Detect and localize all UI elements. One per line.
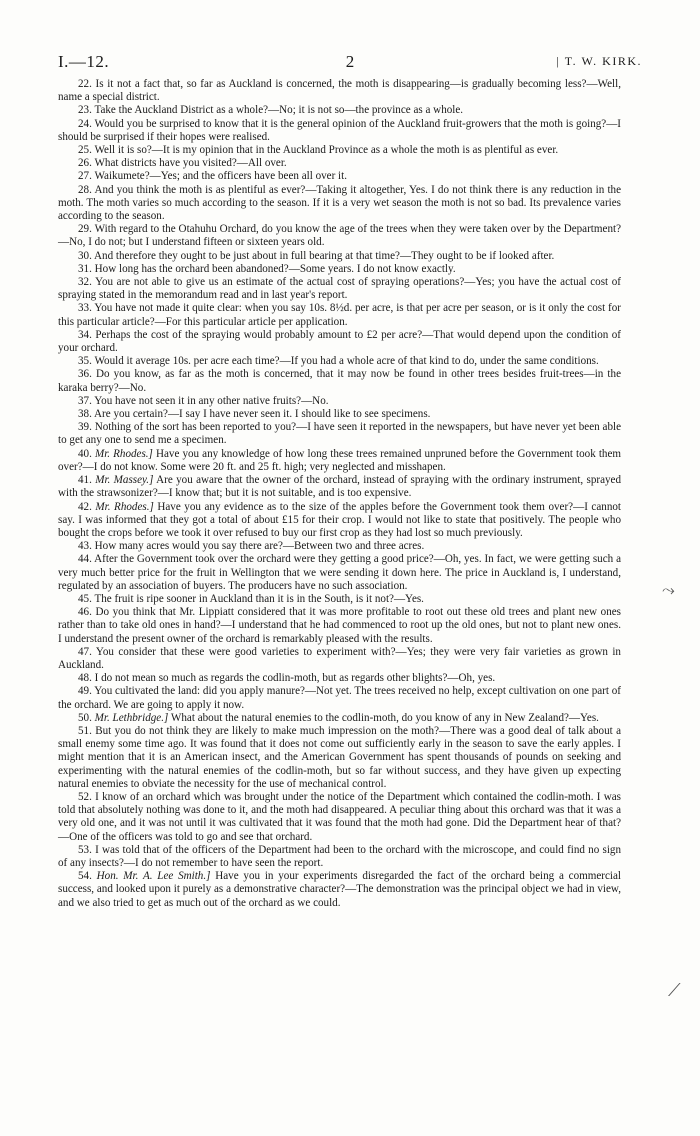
question-answer-text: You are not able to give us an estimate of the actual cost of spraying operations?—Yes; you have the actual cost of spraying stated in the memorandum read and in last year's report. bbox=[58, 276, 621, 302]
evidence-paragraph bbox=[58, 606, 621, 646]
evidence-paragraph bbox=[58, 170, 621, 183]
question-answer-text: What districts have you visited?—All over. bbox=[94, 157, 287, 170]
evidence-paragraph bbox=[58, 250, 621, 263]
question-number: 29. bbox=[78, 223, 92, 236]
question-number: 35. bbox=[78, 355, 92, 368]
question-number: 41. bbox=[78, 474, 92, 487]
question-answer-text: The fruit is ripe sooner in Auckland than it is in the South, is it not?—Yes. bbox=[94, 592, 424, 605]
page-header bbox=[58, 52, 642, 72]
question-answer-text: Would you be surprised to know that it is the general opinion of the Auckland fruit-growers that the moth is going?—I should be surprised if their hopes were realised. bbox=[58, 117, 622, 143]
question-number: 54. bbox=[78, 870, 92, 883]
evidence-paragraph bbox=[58, 646, 621, 672]
evidence-paragraph bbox=[58, 593, 621, 606]
question-number: 48. bbox=[78, 672, 92, 685]
question-number: 32. bbox=[78, 276, 92, 289]
evidence-paragraph bbox=[58, 263, 621, 276]
speaker-label: Mr. Massey.] bbox=[95, 474, 154, 487]
question-answer-text: I was told that of the officers of the Department had been to the orchard with the microscope, and could find no sign of any insects?—I do not remember to have seen the report. bbox=[58, 843, 621, 869]
evidence-paragraph bbox=[58, 474, 621, 500]
question-answer-text: Nothing of the sort has been reported to you?—I have seen it reported in the newspapers, but have never yet been able to get any one to send me a specimen. bbox=[58, 421, 621, 447]
series-reference: I.—12. bbox=[58, 52, 110, 71]
margin-annotation-mark: ⤳ bbox=[662, 580, 675, 599]
evidence-paragraph bbox=[58, 368, 621, 394]
question-answer-text: You consider that these were good varieties to experiment with?—Yes; they were very fair varieties as grown in Auckland. bbox=[58, 645, 621, 671]
evidence-paragraph bbox=[58, 223, 621, 249]
question-number: 25. bbox=[78, 144, 92, 157]
evidence-paragraph bbox=[58, 844, 621, 870]
question-number: 28. bbox=[78, 183, 92, 196]
question-number: 43. bbox=[78, 540, 92, 553]
question-number: 34. bbox=[78, 328, 92, 341]
speaker-label: Hon. Mr. A. Lee Smith.] bbox=[96, 870, 211, 883]
evidence-paragraph bbox=[58, 276, 621, 302]
question-number: 33. bbox=[78, 302, 92, 315]
question-answer-text: You have not made it quite clear: when you say 10s. 8½d. per acre, is that per acre per season, or is it only the cost for this particular article?—For this particular article per application. bbox=[58, 302, 621, 328]
question-answer-text: You have not seen it in any other native fruits?—No. bbox=[94, 394, 329, 407]
evidence-paragraph bbox=[58, 672, 621, 685]
evidence-body bbox=[58, 78, 621, 910]
evidence-paragraph bbox=[58, 355, 621, 368]
evidence-paragraph bbox=[58, 302, 621, 328]
question-answer-text: And therefore they ought to be just about in full bearing at that time?—They ought to be if looked after. bbox=[94, 249, 555, 262]
question-number: 36. bbox=[78, 368, 92, 381]
evidence-paragraph bbox=[58, 421, 621, 447]
question-number: 31. bbox=[78, 262, 92, 275]
question-answer-text: You cultivated the land: did you apply manure?—Not yet. The trees received no help, except cultivation on one part of the orchard. We are going to apply it now. bbox=[58, 685, 621, 711]
question-answer-text: Do you think that Mr. Lippiatt considered that it was more profitable to root out these old trees and plant new ones rather than to take old ones in hand?—I understand that he had commenced to root up the old ones, but not to plant new ones. I understand the present owner of the orchard is remarkably pleased with the results. bbox=[58, 606, 621, 645]
question-number: 49. bbox=[78, 685, 92, 698]
question-number: 53. bbox=[78, 843, 92, 856]
question-answer-text: Are you certain?—I say I have never seen it. I should like to see specimens. bbox=[94, 408, 431, 421]
question-answer-text: Would it average 10s. per acre each time?—If you had a whole acre of that kind to do, under the same conditions. bbox=[94, 355, 599, 368]
evidence-paragraph bbox=[58, 395, 621, 408]
evidence-paragraph bbox=[58, 408, 621, 421]
evidence-paragraph bbox=[58, 791, 621, 844]
question-answer-text: Waikumete?—Yes; and the officers have been all over it. bbox=[94, 170, 347, 183]
question-answer-text: How long has the orchard been abandoned?—Some years. I do not know exactly. bbox=[94, 262, 456, 275]
evidence-paragraph bbox=[58, 870, 621, 910]
margin-annotation-mark: ⟋ bbox=[668, 980, 681, 1001]
question-answer-text: And you think the moth is as plentiful as ever?—Taking it altogether, Yes. I do not think there is any reduction in the moth. The moth varies so much according to the season. If it is a very wet season the moth is not so bad. Its prevalence varies according to the season. bbox=[58, 183, 621, 223]
speaker-label: Mr. Rhodes.] bbox=[94, 447, 153, 460]
evidence-paragraph bbox=[58, 725, 621, 791]
evidence-paragraph bbox=[58, 329, 621, 355]
question-answer-text: After the Government took over the orchard were they getting a good price?—Oh, yes. In fact, we were getting such a very much better price for the fruit in Wellington that we were sending it down here. The price in Auckland is, I understand, regulated by an association of buyers. The producers have no such association. bbox=[58, 553, 621, 592]
question-answer-text: What about the natural enemies to the codlin-moth, do you know of any in New Zealand?—Yes. bbox=[170, 711, 599, 724]
question-number: 51. bbox=[78, 724, 92, 737]
question-number: 30. bbox=[78, 249, 92, 262]
evidence-paragraph bbox=[58, 540, 621, 553]
evidence-paragraph bbox=[58, 118, 621, 144]
question-number: 44. bbox=[78, 553, 92, 566]
question-number: 39. bbox=[78, 421, 92, 434]
question-answer-text: Is it not a fact that, so far as Auckland is concerned, the moth is disappearing—is gradually becoming less?—Well, name a special district. bbox=[58, 78, 621, 104]
question-number: 24. bbox=[78, 117, 92, 130]
question-number: 26. bbox=[78, 157, 92, 170]
evidence-paragraph bbox=[58, 553, 621, 593]
question-number: 27. bbox=[78, 170, 92, 183]
question-number: 42. bbox=[78, 500, 92, 513]
evidence-paragraph bbox=[58, 157, 621, 170]
speaker-label: Mr. Lethbridge.] bbox=[94, 711, 169, 724]
question-answer-text: Have you any evidence as to the size of the apples before the Government took them over?—I cannot say. I was informed that they got a total of about £15 for their crop. I would not like to state that positively. The people who bought the crops before we took it over refused to buy our first crop as they had lost so much previously. bbox=[58, 500, 621, 539]
witness-name-text: T. W. KIRK. bbox=[564, 54, 642, 68]
question-answer-text: Have you any knowledge of how long these trees remained unpruned before the Government took them over?—I do not know. Some were 20 ft. and 25 ft. high; very neglected and misshapen. bbox=[58, 447, 622, 473]
question-number: 23. bbox=[78, 104, 92, 117]
speaker-label: Mr. Rhodes.] bbox=[95, 500, 154, 513]
question-answer-text: Perhaps the cost of the spraying would probably amount to £2 per acre?—That would depend upon the condition of your orchard. bbox=[58, 328, 621, 355]
question-number: 37. bbox=[78, 394, 92, 407]
evidence-paragraph bbox=[58, 184, 621, 224]
question-answer-text: I do not mean so much as regards the codlin-moth, but as regards other blights?—Oh, yes. bbox=[94, 672, 496, 685]
question-answer-text: I know of an orchard which was brought under the notice of the Department which contained the codlin-moth. I was told that absolutely nothing was done to it, and the moth had disappeared. A peculiar thing about this orchard was that it was a very old one, and it was not until it was cultivated that it was found that the moth had gone. Did the Department hear of that?—One of the officers was told to go and see that orchard. bbox=[58, 790, 621, 843]
question-number: 22. bbox=[78, 78, 92, 90]
page-number: 2 bbox=[345, 52, 355, 71]
question-number: 40. bbox=[78, 447, 92, 460]
question-answer-text: But you do not think they are likely to make much impression on the moth?—There was a good deal of talk about a small enemy some time ago. It was found that it does not come out sufficiently early in the season to save the early apples. I might mention that it is an American insect, and the American Government has spent thousands of pounds on seeking and experimenting with the natural enemies of the codlin-moth, but so far without success, and they have given up expecting natural enemies to obviate the necessity for the use of mechanical control. bbox=[58, 724, 621, 790]
evidence-paragraph bbox=[58, 448, 621, 474]
question-answer-text: Have you in your experiments disregarded the fact of the orchard being a commercial success, and looked upon it purely as a demonstrative character?—The demonstration was the principal object we had in view, and we also tried to get as much out of the orchard as we could. bbox=[58, 870, 622, 909]
question-number: 38. bbox=[78, 408, 92, 421]
evidence-paragraph bbox=[58, 501, 621, 541]
witness-name: | T. W. KIRK. bbox=[556, 54, 642, 68]
question-number: 52. bbox=[78, 790, 92, 803]
question-answer-text: Well it is so?—It is my opinion that in the Auckland Province as a whole the moth is as plentiful as ever. bbox=[94, 144, 559, 157]
question-number: 45. bbox=[78, 592, 92, 605]
question-answer-text: With regard to the Otahuhu Orchard, do you know the age of the trees when they were taken over by the Department?—No, I do not; but I understand fifteen or sixteen years old. bbox=[58, 223, 621, 249]
question-number: 50. bbox=[78, 711, 92, 724]
question-answer-text: Are you aware that the owner of the orchard, instead of spraying with the ordinary instrument, sprayed with the strawsonizer?—I know that; but it is not suitable, and is too expensive. bbox=[58, 474, 622, 500]
evidence-paragraph bbox=[58, 104, 621, 117]
evidence-paragraph bbox=[58, 685, 621, 711]
question-number: 47. bbox=[78, 645, 92, 658]
evidence-paragraph bbox=[58, 144, 621, 157]
evidence-paragraph bbox=[58, 78, 621, 104]
question-answer-text: Take the Auckland District as a whole?—No; it is not so—the province as a whole. bbox=[94, 104, 464, 117]
evidence-paragraph bbox=[58, 712, 621, 725]
question-answer-text: How many acres would you say there are?—Between two and three acres. bbox=[94, 540, 425, 553]
question-number: 46. bbox=[78, 606, 92, 619]
question-answer-text: Do you know, as far as the moth is concerned, that it may now be found in other trees besides fruit-trees—in the karaka berry?—No. bbox=[58, 368, 621, 394]
